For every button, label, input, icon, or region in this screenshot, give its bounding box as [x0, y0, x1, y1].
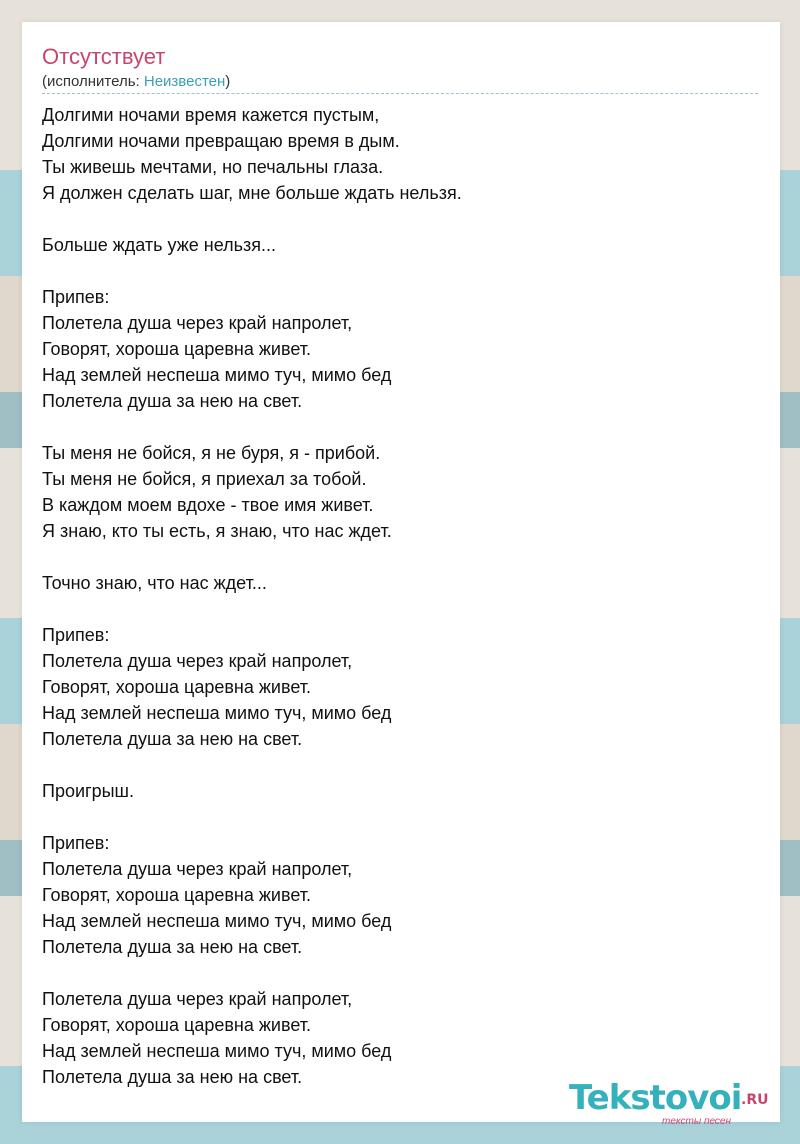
title-divider: [42, 93, 758, 94]
lyric-line: Я знаю, кто ты есть, я знаю, что нас ждет.: [42, 521, 392, 541]
blank-line: [42, 804, 758, 830]
blank-line: [42, 596, 758, 622]
logo-tagline: тексты песен: [662, 1116, 731, 1127]
blank-line: [42, 206, 758, 232]
lyric-line: Я должен сделать шаг, мне больше ждать нельзя.: [42, 183, 462, 203]
blank-line: [42, 258, 758, 284]
blank-line: [42, 752, 758, 778]
lyric-line: Долгими ночами превращаю время в дым.: [42, 131, 400, 151]
lyric-line: Долгими ночами время кажется пустым,: [42, 105, 380, 125]
lyric-line: Говорят, хороша царевна живет.: [42, 1015, 311, 1035]
lyric-line: Полетела душа через край напролет,: [42, 859, 353, 879]
logo-suffix: .RU: [741, 1092, 769, 1108]
lyrics-sheet: [22, 22, 780, 1127]
lyric-line: Полетела душа через край напролет,: [42, 651, 353, 671]
lyric-line: В каждом моем вдохе - твое имя живет.: [42, 495, 374, 515]
lyric-line: Над землей неспеша мимо туч, мимо бед: [42, 911, 392, 931]
lyric-line: Проигрыш.: [42, 781, 134, 801]
artist-link[interactable]: Неизвестен: [143, 73, 226, 90]
logo-name: Tekstovoi: [569, 1078, 742, 1118]
lyric-line: Над землей неспеша мимо туч, мимо бед: [42, 365, 392, 385]
lyric-line: Полетела душа за нею на свет.: [42, 1067, 303, 1087]
lyric-line: Полетела душа за нею на свет.: [42, 729, 303, 749]
song-title: Отсутствует: [42, 44, 166, 69]
lyric-line: Ты меня не бойся, я приехал за тобой.: [42, 469, 367, 489]
blank-line: [42, 544, 758, 570]
lyric-line: Над землей неспеша мимо туч, мимо бед: [42, 703, 392, 723]
lyric-line: Припев:: [42, 287, 110, 307]
lyric-line: Говорят, хороша царевна живет.: [42, 677, 311, 697]
lyric-line: Полетела душа через край напролет,: [42, 313, 353, 333]
lyric-line: Припев:: [42, 625, 110, 645]
lyric-line: Полетела душа через край напролет,: [42, 989, 353, 1009]
lyric-line: Говорят, хороша царевна живет.: [42, 885, 311, 905]
lyric-line: Говорят, хороша царевна живет.: [42, 339, 311, 359]
lyric-line: Полетела душа за нею на свет.: [42, 391, 303, 411]
artist-prefix: (исполнитель:: [42, 73, 144, 90]
artist-line: [42, 72, 230, 92]
lyric-line: Ты меня не бойся, я не буря, я - прибой.: [42, 443, 381, 463]
lyric-line: Припев:: [42, 833, 110, 853]
blank-line: [42, 960, 758, 986]
lyric-line: Ты живешь мечтами, но печальны глаза.: [42, 157, 384, 177]
site-logo[interactable]: [569, 1078, 779, 1127]
blank-line: [42, 414, 758, 440]
lyric-line: Точно знаю, что нас ждет...: [42, 573, 267, 593]
lyric-line: Полетела душа за нею на свет.: [42, 937, 303, 957]
lyric-line: Над землей неспеша мимо туч, мимо бед: [42, 1041, 392, 1061]
artist-suffix: ): [225, 73, 231, 90]
lyrics-body: [42, 102, 758, 1090]
lyric-line: Больше ждать уже нельзя...: [42, 235, 277, 255]
